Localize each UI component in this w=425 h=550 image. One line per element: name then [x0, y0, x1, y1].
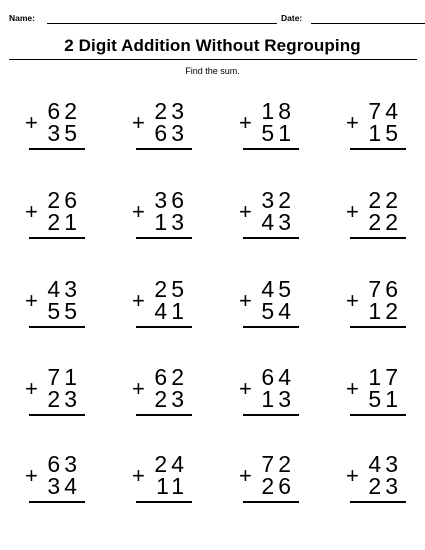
- addition-problem: [25, 364, 95, 428]
- addend-bottom: 22: [368, 209, 402, 235]
- addend-top: 43: [47, 276, 81, 302]
- answer-line[interactable]: [136, 237, 192, 239]
- plus-sign: +: [239, 110, 252, 135]
- addend-bottom: 12: [368, 298, 402, 324]
- answer-line[interactable]: [243, 237, 299, 239]
- addition-problem: [25, 98, 95, 162]
- answer-line[interactable]: [136, 148, 192, 150]
- addend-top: 45: [261, 276, 295, 302]
- answer-line[interactable]: [350, 326, 406, 328]
- addend-top: 18: [261, 98, 295, 124]
- plus-sign: +: [346, 199, 359, 224]
- addition-problem: [239, 98, 309, 162]
- addend-top: 62: [47, 98, 81, 124]
- answer-line[interactable]: [350, 237, 406, 239]
- addend-top: 71: [47, 364, 81, 390]
- plus-sign: +: [132, 463, 145, 488]
- answer-line[interactable]: [243, 326, 299, 328]
- addition-problem: [132, 276, 202, 340]
- addend-bottom: 23: [154, 386, 188, 412]
- addition-problem: [346, 451, 416, 515]
- answer-line[interactable]: [136, 501, 192, 503]
- addend-top: 64: [261, 364, 295, 390]
- answer-line[interactable]: [29, 414, 85, 416]
- plus-sign: +: [239, 199, 252, 224]
- addend-bottom: 55: [47, 298, 81, 324]
- answer-line[interactable]: [29, 501, 85, 503]
- plus-sign: +: [346, 110, 359, 135]
- addend-bottom: 34: [47, 473, 81, 499]
- answer-line[interactable]: [243, 501, 299, 503]
- date-label: Date:: [281, 13, 303, 23]
- addition-problem: [132, 364, 202, 428]
- addend-top: 24: [154, 451, 188, 477]
- addend-bottom: 23: [47, 386, 81, 412]
- addend-top: 22: [368, 187, 402, 213]
- plus-sign: +: [239, 376, 252, 401]
- addition-problem: [346, 276, 416, 340]
- plus-sign: +: [132, 376, 145, 401]
- answer-line[interactable]: [350, 148, 406, 150]
- answer-line[interactable]: [29, 148, 85, 150]
- answer-line[interactable]: [136, 414, 192, 416]
- answer-line[interactable]: [243, 414, 299, 416]
- plus-sign: +: [132, 110, 145, 135]
- addend-bottom: 41: [154, 298, 188, 324]
- addition-problem: [346, 187, 416, 251]
- addition-problem: [239, 187, 309, 251]
- addend-bottom: 13: [261, 386, 295, 412]
- plus-sign: +: [25, 376, 38, 401]
- plus-sign: +: [25, 110, 38, 135]
- plus-sign: +: [25, 463, 38, 488]
- addend-bottom: 63: [154, 120, 188, 146]
- addend-bottom: 26: [261, 473, 295, 499]
- plus-sign: +: [25, 199, 38, 224]
- addend-top: 23: [154, 98, 188, 124]
- addend-top: 36: [154, 187, 188, 213]
- addition-problem: [346, 98, 416, 162]
- addend-bottom: 54: [261, 298, 295, 324]
- addend-bottom: 51: [368, 386, 402, 412]
- addend-top: 74: [368, 98, 402, 124]
- plus-sign: +: [346, 288, 359, 313]
- plus-sign: +: [25, 288, 38, 313]
- addend-top: 25: [154, 276, 188, 302]
- addend-top: 43: [368, 451, 402, 477]
- addition-problem: [132, 187, 202, 251]
- addend-bottom: 43: [261, 209, 295, 235]
- plus-sign: +: [132, 288, 145, 313]
- plus-sign: +: [346, 376, 359, 401]
- addend-bottom: 23: [368, 473, 402, 499]
- addition-problem: [25, 276, 95, 340]
- answer-line[interactable]: [350, 414, 406, 416]
- addend-bottom: 35: [47, 120, 81, 146]
- addend-bottom: 13: [154, 209, 188, 235]
- plus-sign: +: [239, 463, 252, 488]
- plus-sign: +: [132, 199, 145, 224]
- addend-bottom: 15: [368, 120, 402, 146]
- addition-problem: [25, 187, 95, 251]
- answer-line[interactable]: [29, 326, 85, 328]
- plus-sign: +: [239, 288, 252, 313]
- addition-problem: [239, 276, 309, 340]
- addend-top: 76: [368, 276, 402, 302]
- addition-problem: [346, 364, 416, 428]
- answer-line[interactable]: [29, 237, 85, 239]
- addend-top: 17: [368, 364, 402, 390]
- plus-sign: +: [346, 463, 359, 488]
- addition-problem: [25, 451, 95, 515]
- name-label: Name:: [9, 13, 35, 23]
- page-title: 2 Digit Addition Without Regrouping: [64, 36, 361, 55]
- addend-top: 26: [47, 187, 81, 213]
- addend-top: 32: [261, 187, 295, 213]
- answer-line[interactable]: [136, 326, 192, 328]
- addend-bottom: 11: [156, 473, 188, 499]
- addition-problem: [132, 98, 202, 162]
- addend-bottom: 21: [47, 209, 81, 235]
- addend-bottom: 51: [261, 120, 295, 146]
- addend-top: 63: [47, 451, 81, 477]
- addend-top: 72: [261, 451, 295, 477]
- addition-problem: [132, 451, 202, 515]
- instructions: Find the sum.: [185, 66, 240, 76]
- addition-problem: [239, 364, 309, 428]
- addend-top: 62: [154, 364, 188, 390]
- answer-line[interactable]: [243, 148, 299, 150]
- addition-problem: [239, 451, 309, 515]
- answer-line[interactable]: [350, 501, 406, 503]
